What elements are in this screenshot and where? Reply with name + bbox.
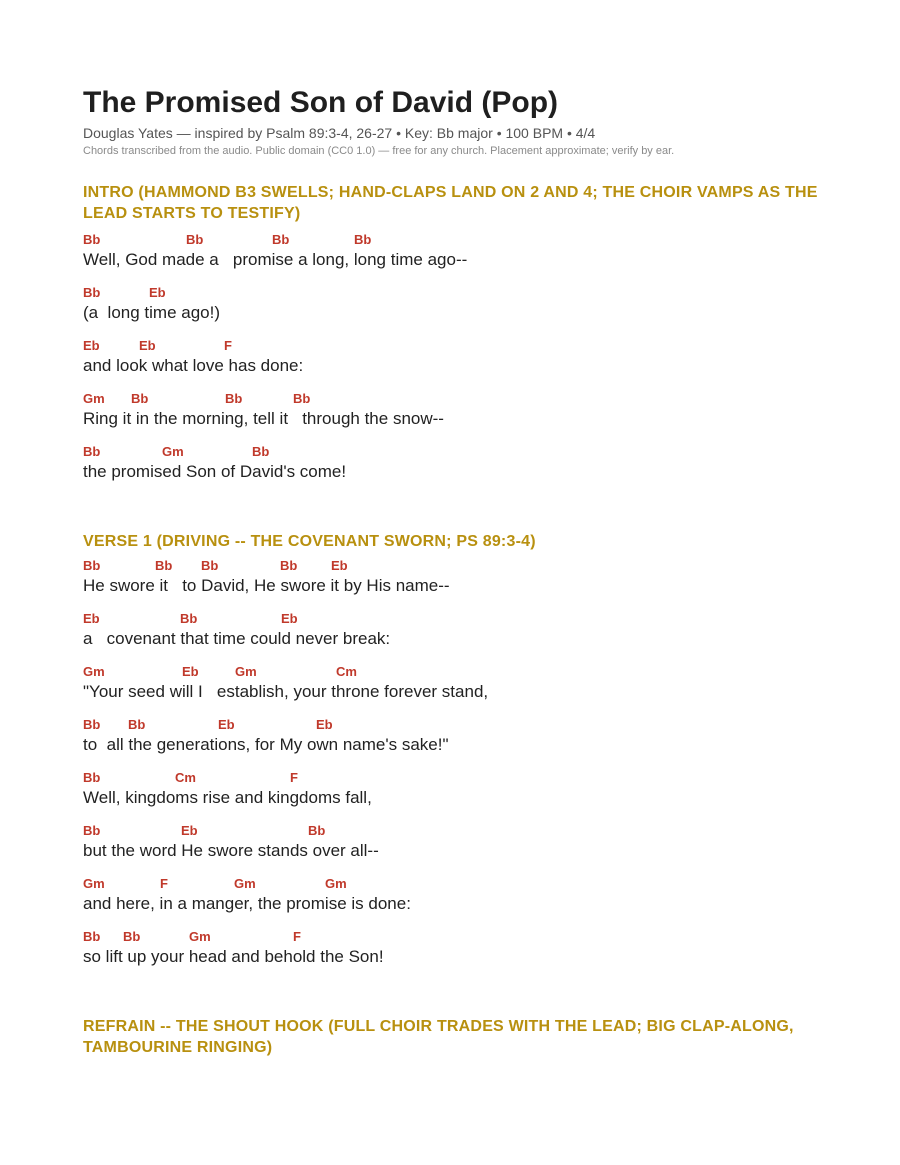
chord-label: F <box>293 929 301 944</box>
section-heading: REFRAIN -- THE SHOUT HOOK (FULL CHOIR TRADES WITH THE LEAD; BIG CLAP-ALONG, TAMBOURINE RINGING) <box>83 1018 794 1056</box>
song-title: The Promised Son of David (Pop) <box>83 86 559 119</box>
lyric-text: and here, in a manger, the promise is done: <box>83 894 411 913</box>
chord-label: Bb <box>308 823 326 838</box>
chord-label: Eb <box>281 611 298 626</box>
lyric-text: (a long time ago!) <box>83 303 221 322</box>
lyric-text: but the word He swore stands over all-- <box>83 841 379 860</box>
lyric-line <box>83 391 843 444</box>
chord-label: Bb <box>83 558 101 573</box>
chord-label: Bb <box>83 929 101 944</box>
chord-sheet <box>83 84 843 1064</box>
lyric-text: Well, kingdoms rise and kingdoms fall, <box>83 788 372 807</box>
chord-label: Gm <box>83 391 105 406</box>
chord-label: Bb <box>354 232 372 247</box>
chord-label: Eb <box>149 285 166 300</box>
chord-label: Cm <box>175 770 196 785</box>
lyric-line <box>83 929 843 982</box>
chord-label: Bb <box>83 285 101 300</box>
lyric-line <box>83 664 843 717</box>
lyric-text: Well, God made a promise a long, long time ago-- <box>83 250 468 269</box>
chord-label: Eb <box>316 717 333 732</box>
chord-label: F <box>224 338 232 353</box>
chord-label: Gm <box>83 876 105 891</box>
chord-label: Bb <box>83 444 101 459</box>
chord-label: Eb <box>218 717 235 732</box>
lyric-text: a covenant that time could never break: <box>83 629 391 648</box>
chord-label: Eb <box>139 338 156 353</box>
lyric-line <box>83 770 843 823</box>
section-heading: INTRO (HAMMOND B3 SWELLS; HAND-CLAPS LAND ON 2 AND 4; THE CHOIR VAMPS AS THE LEAD STARTS TO TESTIFY) <box>83 184 818 222</box>
chord-label: Bb <box>293 391 311 406</box>
chord-label: Bb <box>128 717 146 732</box>
song-byline: Douglas Yates — inspired by Psalm 89:3-4, 26-27 • Key: Bb major • 100 BPM • 4/4 <box>83 125 596 141</box>
lyric-line <box>83 338 843 391</box>
chord-label: Gm <box>83 664 105 679</box>
lyric-text: to all the generations, for My own name's sake!" <box>83 735 449 754</box>
chord-label: Eb <box>83 338 100 353</box>
chord-label: Gm <box>189 929 211 944</box>
chord-label: Eb <box>331 558 348 573</box>
chord-label: Bb <box>186 232 204 247</box>
lyric-line <box>83 876 843 929</box>
chord-label: Bb <box>83 770 101 785</box>
lyric-text: "Your seed will I establish, your throne forever stand, <box>83 682 489 701</box>
chord-label: Bb <box>131 391 149 406</box>
chord-label: Gm <box>235 664 257 679</box>
chord-label: F <box>160 876 168 891</box>
chord-label: Bb <box>252 444 270 459</box>
lyric-line <box>83 232 843 285</box>
chord-label: Bb <box>225 391 243 406</box>
chord-label: Bb <box>280 558 298 573</box>
lyric-text: Ring it in the morning, tell it through the snow-- <box>83 409 444 428</box>
lyric-line <box>83 823 843 876</box>
chord-label: Gm <box>325 876 347 891</box>
license-note: Chords transcribed from the audio. Public domain (CC0 1.0) — free for any church. Placement approximate; verify by ear. <box>83 145 675 157</box>
chord-label: Bb <box>83 823 101 838</box>
lyric-text: the promised Son of David's come! <box>83 462 347 481</box>
chord-label: Bb <box>180 611 198 626</box>
chord-label: Gm <box>162 444 184 459</box>
chord-label: Bb <box>155 558 173 573</box>
lyric-text: so lift up your head and behold the Son! <box>83 947 384 966</box>
lyric-line <box>83 611 843 664</box>
chord-label: Bb <box>83 232 101 247</box>
chord-label: Bb <box>272 232 290 247</box>
lyric-line <box>83 285 843 338</box>
sections <box>83 182 843 1058</box>
lyric-text: He swore it to David, He swore it by His name-- <box>83 576 450 595</box>
chord-label: Gm <box>234 876 256 891</box>
chord-label: Eb <box>83 611 100 626</box>
lyric-text: and look what love has done: <box>83 356 304 375</box>
section-heading: VERSE 1 (DRIVING -- THE COVENANT SWORN; PS 89:3-4) <box>83 533 536 550</box>
chord-label: Bb <box>123 929 141 944</box>
chord-label: Eb <box>182 664 199 679</box>
lyric-line <box>83 717 843 770</box>
lyric-line <box>83 558 843 611</box>
chord-label: Eb <box>181 823 198 838</box>
chord-label: Bb <box>201 558 219 573</box>
chord-label: Bb <box>83 717 101 732</box>
chord-label: F <box>290 770 298 785</box>
chord-label: Cm <box>336 664 357 679</box>
lyric-line <box>83 444 843 497</box>
